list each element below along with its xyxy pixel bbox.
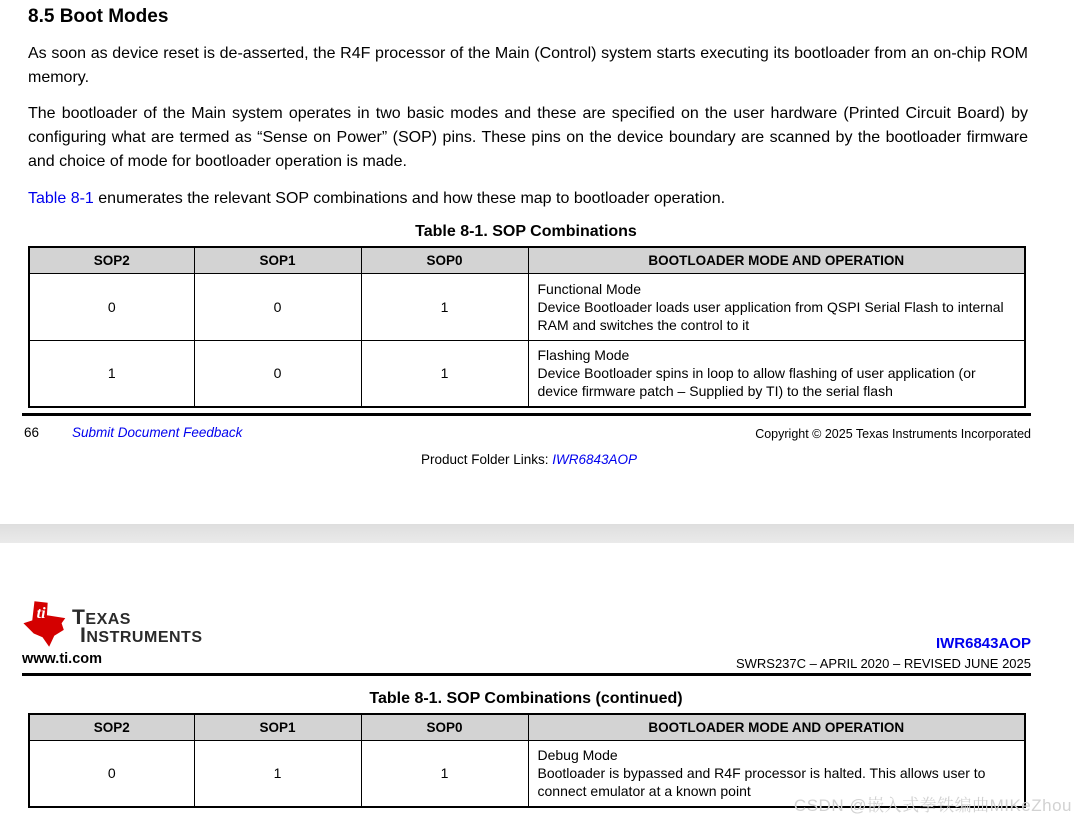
- table-8-1-link[interactable]: Table 8-1: [28, 190, 94, 207]
- mode-description: Bootloader is bypassed and R4F processor is halted. This allows user to connect emulator at a known point: [537, 765, 986, 800]
- mode-description: Device Bootloader spins in loop to allow flashing of user application (or device firmware patch – Supplied by TI) to the serial flash: [537, 365, 976, 400]
- mode-name: Flashing Mode: [537, 347, 630, 364]
- page-number: 66: [24, 425, 40, 440]
- paragraph-boot-intro: As soon as device reset is de-asserted, the R4F processor of the Main (Control) system starts executing its bootloader from an on-chip ROM memory.: [28, 45, 1028, 86]
- cell-sop2: 0: [29, 273, 194, 340]
- device-title-link[interactable]: IWR6843AOP: [935, 635, 1031, 652]
- mode-description: Device Bootloader loads user application from QSPI Serial Flash to internal RAM and switches the control to it: [537, 298, 1004, 333]
- page-separator-band: [0, 524, 1074, 543]
- column-header-sop2: SOP2: [29, 714, 194, 740]
- paragraph-table-reference-text: enumerates the relevant SOP combinations and how these map to bootloader operation.: [93, 190, 726, 207]
- column-header-sop2: SOP2: [29, 247, 194, 273]
- cell-sop0: 1: [361, 273, 528, 340]
- ti-texas-logo-icon: [22, 600, 66, 648]
- header-rule: [22, 673, 1031, 676]
- paragraph-table-reference: [28, 187, 1028, 211]
- cell-sop1: 0: [194, 340, 361, 407]
- column-header-sop0: SOP0: [361, 714, 528, 740]
- table-title: Table 8-1. SOP Combinations: [415, 223, 637, 240]
- cell-sop2: 1: [29, 340, 194, 407]
- sop-combinations-table: [28, 246, 1026, 408]
- paragraph-bootloader-modes: The bootloader of the Main system operates in two basic modes and these are specified on the user hardware (Printed Circuit Board) by configuring what are termed as “Sense on Power” (SOP) pins. These pins on the device boundary are scanned by the bootloader firmware and choice of mode for bootloader operation is made.: [28, 105, 1028, 170]
- mode-name: Functional Mode: [537, 280, 642, 297]
- ti-brand-instruments: INSTRUMENTS: [80, 624, 203, 647]
- table-header-row: [29, 714, 1025, 740]
- product-folder-links: [0, 452, 1058, 467]
- section-heading: 8.5 Boot Modes: [28, 6, 169, 27]
- table-title-continued: Table 8-1. SOP Combinations (continued): [369, 690, 683, 707]
- column-header-mode: BOOTLOADER MODE AND OPERATION: [528, 247, 1025, 273]
- cell-sop1: 1: [194, 740, 361, 807]
- product-folder-link[interactable]: IWR6843AOP: [552, 452, 638, 467]
- copyright-notice: Copyright © 2025 Texas Instruments Incorporated: [755, 427, 1031, 441]
- cell-sop2: 0: [29, 740, 194, 807]
- document-revision: SWRS237C – APRIL 2020 – REVISED JUNE 2025: [735, 656, 1031, 671]
- svg-text:ti: ti: [36, 605, 46, 623]
- csdn-watermark: CSDN @嵌入式拳铁编曲MIKeZhou: [793, 796, 1072, 815]
- column-header-sop1: SOP1: [194, 714, 361, 740]
- mode-name: Debug Mode: [537, 747, 618, 764]
- page-bottom-rule: [22, 413, 1031, 416]
- page-footer-left: [24, 425, 242, 440]
- ti-brand-texas: TEXAS: [72, 606, 131, 629]
- table-row: [29, 273, 1025, 340]
- cell-sop0: 1: [361, 740, 528, 807]
- cell-sop1: 0: [194, 273, 361, 340]
- cell-mode-description: [528, 340, 1025, 407]
- table-row: [29, 340, 1025, 407]
- column-header-mode: BOOTLOADER MODE AND OPERATION: [528, 714, 1025, 740]
- table-header-row: [29, 247, 1025, 273]
- cell-sop0: 1: [361, 340, 528, 407]
- column-header-sop0: SOP0: [361, 247, 528, 273]
- cell-mode-description: [528, 273, 1025, 340]
- submit-feedback-link[interactable]: Submit Document Feedback: [72, 425, 243, 440]
- ti-website-url: www.ti.com: [22, 651, 103, 667]
- column-header-sop1: SOP1: [194, 247, 361, 273]
- product-folder-links-label: Product Folder Links:: [420, 452, 553, 467]
